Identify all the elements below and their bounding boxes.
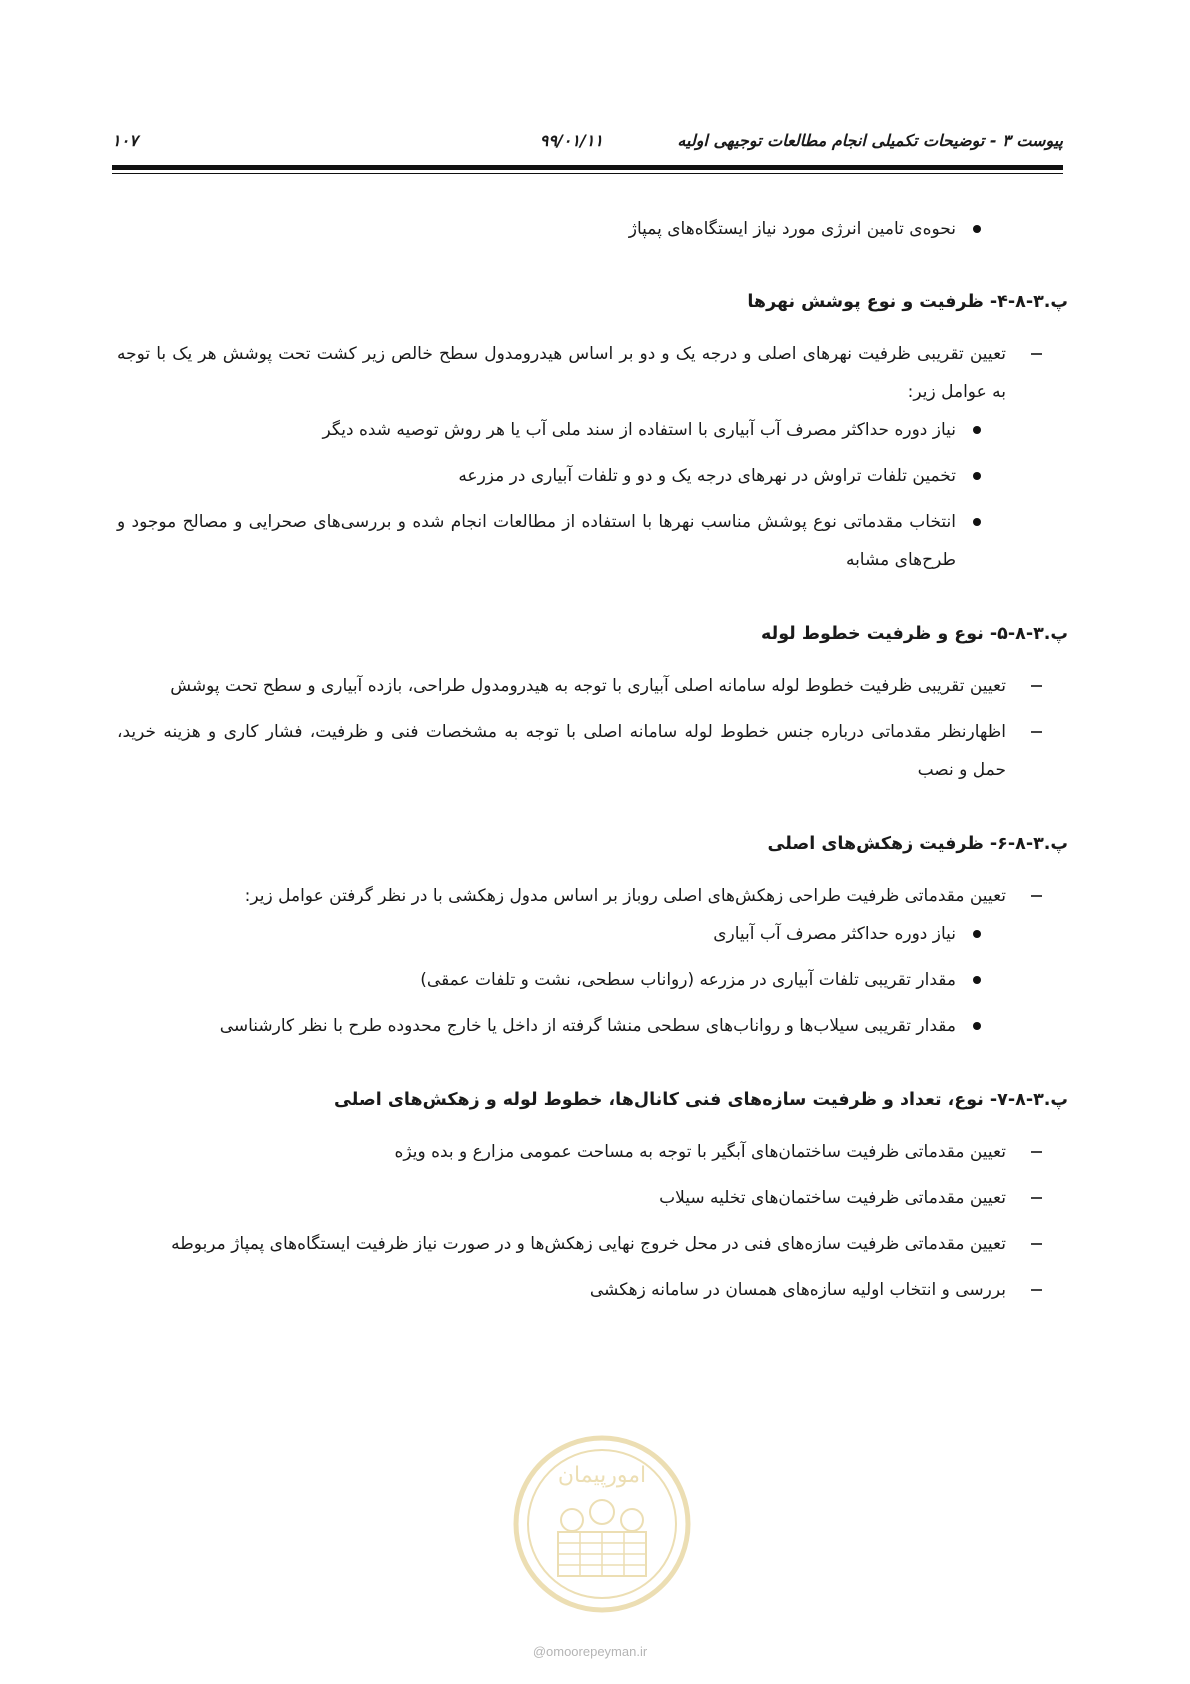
- dash-icon: [1026, 713, 1046, 751]
- section-4: [117, 283, 1068, 579]
- dash-item: [117, 335, 1006, 411]
- dash-item: [117, 1225, 1006, 1263]
- page-header: [112, 131, 1063, 157]
- dash-icon: [1026, 667, 1046, 705]
- bullet-dot-icon: [970, 411, 984, 449]
- section-7: [117, 1081, 1068, 1309]
- dash-icon: [1026, 1179, 1046, 1217]
- dash-text: تعیین مقدماتی ظرفیت سازه‌های فنی در محل خروج نهایی زهکش‌ها و در صورت نیاز ظرفیت ایستگاه‌های پمپاژ مربوطه: [171, 1234, 1006, 1254]
- dash-text: بررسی و انتخاب اولیه سازه‌های همسان در سامانه زهکشی: [589, 1280, 1006, 1300]
- header-date: ۹۹/۰۱/۱۱: [539, 131, 603, 150]
- dash-item: [117, 877, 1006, 915]
- section-heading: پ.۳-۸-۷- نوع، تعداد و ظرفیت سازه‌های فنی کانال‌ها، خطوط لوله و زهکش‌های اصلی: [334, 1090, 1068, 1110]
- dash-text: تعیین مقدماتی ظرفیت ساختمان‌های تخلیه سیلاب: [659, 1188, 1006, 1208]
- bullet-item: [117, 503, 956, 579]
- watermark-seal-icon: [510, 1432, 695, 1617]
- dash-icon: [1026, 877, 1046, 915]
- bullet-item: [117, 961, 956, 999]
- dash-icon: [1026, 335, 1046, 373]
- bullet-item: [117, 210, 956, 248]
- section-heading: پ.۳-۸-۴- ظرفیت و نوع پوشش نهرها: [747, 292, 1068, 312]
- page-number: ۱۰۷: [112, 131, 138, 150]
- bullet-dot-icon: [970, 503, 984, 541]
- section-5: [117, 615, 1068, 789]
- bullet-text: مقدار تقریبی تلفات آبیاری در مزرعه (رواناب سطحی، نشت و تلفات عمقی): [420, 970, 956, 990]
- bullet-text: نیاز دوره حداکثر مصرف آب آبیاری با استفاده از سند ملی آب یا هر روش توصیه شده دیگر: [322, 420, 956, 440]
- dash-icon: [1026, 1133, 1046, 1171]
- bullet-text: تخمین تلفات تراوش در نهرهای درجه یک و دو و تلفات آبیاری در مزرعه: [458, 466, 956, 486]
- dash-item: [117, 1271, 1006, 1309]
- bullet-dot-icon: [970, 1007, 984, 1045]
- header-rule-thin: [112, 173, 1063, 174]
- dash-text: تعیین تقریبی ظرفیت خطوط لوله سامانه اصلی آبیاری با توجه به هیدرومدول طراحی، بازده آبیاری و سطح تحت پوشش: [170, 676, 1006, 696]
- dash-text: تعیین مقدماتی ظرفیت طراحی زهکش‌های اصلی روباز بر اساس مدول زهکشی با در نظر گرفتن عوامل زیر:: [244, 886, 1006, 906]
- bullet-text: مقدار تقریبی سیلاب‌ها و رواناب‌های سطحی منشا گرفته از داخل یا خارج محدوده طرح با نظر کارشناسی: [219, 1016, 956, 1036]
- bullet-item: [117, 915, 956, 953]
- section-heading: پ.۳-۸-۶- ظرفیت زهکش‌های اصلی: [767, 834, 1068, 854]
- header-rule-thick: [112, 165, 1063, 170]
- dash-text: تعیین مقدماتی ظرفیت ساختمان‌های آبگیر با توجه به مساحت عمومی مزارع و بده ویژه: [394, 1142, 1006, 1162]
- dash-icon: [1026, 1225, 1046, 1263]
- bullet-text: انتخاب مقدماتی نوع پوشش مناسب نهرها با استفاده از مطالعات انجام شده و بررسی‌های صحرایی و مصالح موجود و طرح‌های مشابه: [117, 512, 956, 570]
- page-body: [117, 210, 1068, 1309]
- section-heading: پ.۳-۸-۵- نوع و ظرفیت خطوط لوله: [761, 624, 1068, 644]
- bullet-item: [117, 411, 956, 449]
- bullet-dot-icon: [970, 210, 984, 248]
- bullet-dot-icon: [970, 961, 984, 999]
- stamp-text: امورپیمان: [557, 1463, 647, 1488]
- dash-item: [117, 667, 1006, 705]
- dash-text: اظهارنظر مقدماتی درباره جنس خطوط لوله سامانه اصلی با توجه به مشخصات فنی و ظرفیت، فشار کاری و هزینه خرید، حمل و نصب: [117, 722, 1006, 780]
- dash-item: [117, 713, 1006, 789]
- bullet-dot-icon: [970, 457, 984, 495]
- section-6: [117, 825, 1068, 1045]
- bullet-item: [117, 1007, 956, 1045]
- bullet-text: نحوه‌ی تامین انرژی مورد نیاز ایستگاه‌های پمپاژ: [628, 219, 956, 239]
- dash-item: [117, 1179, 1006, 1217]
- dash-item: [117, 1133, 1006, 1171]
- dash-text: تعیین تقریبی ظرفیت نهرهای اصلی و درجه یک و دو بر اساس هیدرومدول سطح خالص زیر کشت تحت پوشش هر یک با توجه به عوامل زیر:: [117, 344, 1006, 402]
- bullet-item: [117, 457, 956, 495]
- bullet-text: نیاز دوره حداکثر مصرف آب آبیاری: [713, 924, 956, 944]
- bullet-dot-icon: [970, 915, 984, 953]
- header-title: پیوست ۳ - توضیحات تکمیلی انجام مطالعات توجیهی اولیه: [677, 131, 1063, 150]
- dash-icon: [1026, 1271, 1046, 1309]
- watermark-url: @omoorepeyman.ir: [532, 1644, 648, 1659]
